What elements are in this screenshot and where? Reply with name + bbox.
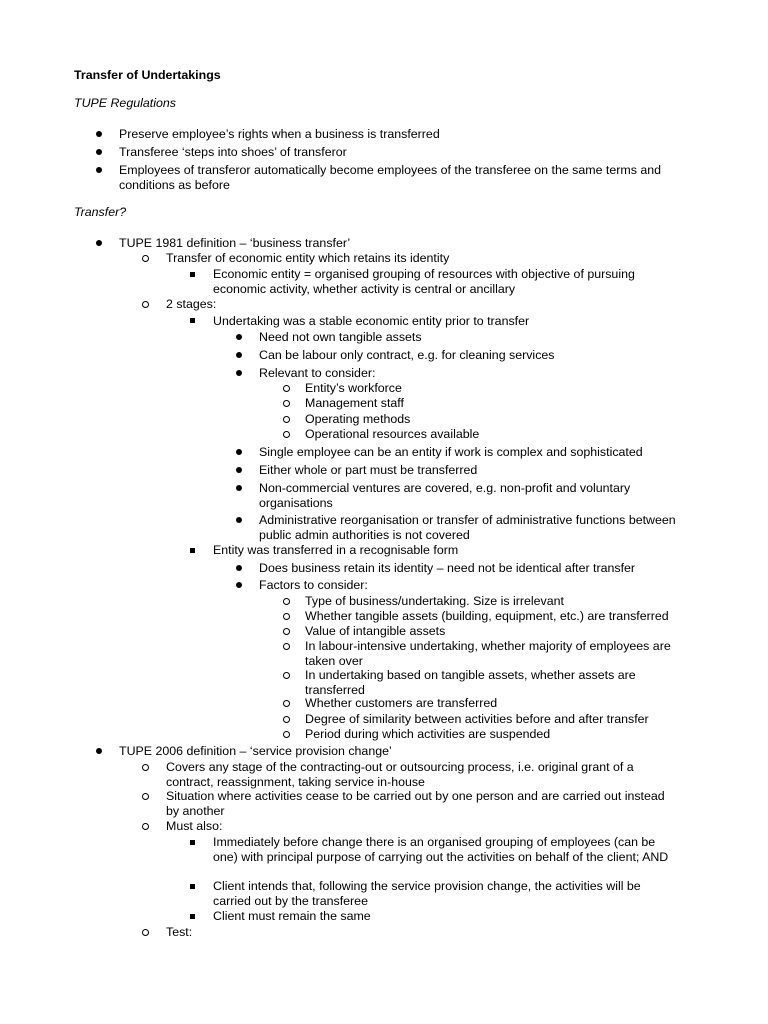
list-item: Test:	[166, 925, 193, 939]
bullet-circle	[283, 431, 290, 438]
bullet-circle	[142, 823, 149, 830]
bullet-circle	[283, 613, 290, 620]
list-item-continuation: by another	[166, 804, 225, 818]
list-item: Must also:	[166, 819, 223, 833]
bullet-disc	[236, 449, 242, 455]
list-item-continuation: one) with principal purpose of carrying out the activities on behalf of the client; AND	[213, 850, 669, 864]
list-item-continuation: transferred	[305, 683, 365, 697]
list-item: Either whole or part must be transferred	[259, 463, 478, 477]
list-item: Covers any stage of the contracting-out or outsourcing process, i.e. original grant of a	[166, 760, 634, 774]
list-item: Does business retain its identity – need not be identical after transfer	[259, 561, 636, 575]
bullet-circle	[142, 764, 149, 771]
bullet-disc	[236, 370, 242, 376]
bullet-circle	[283, 628, 290, 635]
list-item: Whether customers are transferred	[305, 696, 498, 710]
list-item-continuation: economic activity, whether activity is central or ancillary	[213, 282, 516, 296]
bullet-circle	[283, 731, 290, 738]
bullet-disc	[236, 582, 242, 588]
list-item-continuation: organisations	[259, 496, 333, 510]
list-item: Immediately before change there is an organised grouping of employees (can be	[213, 835, 656, 849]
bullet-disc	[236, 467, 242, 473]
bullet-disc	[96, 149, 102, 155]
list-item-continuation: taken over	[305, 654, 363, 668]
bullet-circle	[283, 598, 290, 605]
list-item: Employees of transferor automatically become employees of the transferee on the same terms and	[119, 163, 662, 177]
list-item: Transfer of economic entity which retains its identity	[166, 251, 450, 265]
list-item: Entity’s workforce	[305, 381, 402, 395]
list-item: In undertaking based on tangible assets, whether assets are	[305, 668, 636, 682]
bullet-circle	[142, 301, 149, 308]
list-item: Need not own tangible assets	[259, 330, 422, 344]
list-item: Administrative reorganisation or transfer of administrative functions between	[259, 513, 676, 527]
bullet-circle	[142, 793, 149, 800]
list-item-continuation: public admin authorities is not covered	[259, 528, 470, 542]
list-item: Undertaking was a stable economic entity prior to transfer	[213, 314, 530, 328]
bullet-circle	[283, 700, 290, 707]
list-item: Value of intangible assets	[305, 624, 446, 638]
bullet-circle	[283, 643, 290, 650]
doc-title: Transfer of Undertakings	[74, 68, 221, 82]
bullet-disc	[96, 131, 102, 137]
list-item: Whether tangible assets (building, equipment, etc.) are transferred	[305, 609, 669, 623]
list-item-continuation: carried out by the transferee	[213, 894, 368, 908]
bullet-circle	[283, 716, 290, 723]
bullet-disc	[96, 748, 102, 754]
list-item: TUPE 1981 definition – ‘business transfer’	[119, 236, 351, 250]
list-item: TUPE 2006 definition – ‘service provision change’	[119, 744, 392, 758]
list-item-continuation: contract, reassignment, taking service in-house	[166, 775, 425, 789]
bullet-square	[190, 318, 195, 323]
bullet-circle	[283, 416, 290, 423]
list-item: Economic entity = organised grouping of resources with objective of pursuing	[213, 267, 635, 281]
list-item: Period during which activities are suspended	[305, 727, 551, 741]
list-item: Client must remain the same	[213, 909, 371, 923]
list-item: Situation where activities cease to be carried out by one person and are carried out instead	[166, 789, 665, 803]
bullet-disc	[236, 565, 242, 571]
bullet-circle	[142, 929, 149, 936]
list-item: 2 stages:	[166, 297, 217, 311]
bullet-square	[190, 914, 195, 919]
bullet-square	[190, 548, 195, 553]
list-item: Non-commercial ventures are covered, e.g. non-profit and voluntary	[259, 481, 631, 495]
list-item: Preserve employee’s rights when a business is transferred	[119, 127, 440, 141]
bullet-square	[190, 272, 195, 277]
list-item: Operating methods	[305, 412, 411, 426]
list-item: Operational resources available	[305, 427, 480, 441]
bullet-disc	[236, 352, 242, 358]
bullet-disc	[236, 485, 242, 491]
list-item: Management staff	[305, 396, 404, 410]
list-item: Relevant to consider:	[259, 366, 376, 380]
bullet-square	[190, 840, 195, 845]
section-heading-transfer: Transfer?	[74, 205, 127, 219]
bullet-disc	[236, 334, 242, 340]
list-item-continuation: conditions as before	[119, 178, 230, 192]
bullet-square	[190, 884, 195, 889]
bullet-disc	[96, 167, 102, 173]
bullet-circle	[283, 400, 290, 407]
bullet-circle	[142, 255, 149, 262]
list-item: Transferee ‘steps into shoes’ of transferor	[119, 145, 347, 159]
list-item: Can be labour only contract, e.g. for cleaning services	[259, 348, 555, 362]
list-item: Single employee can be an entity if work is complex and sophisticated	[259, 445, 643, 459]
bullet-disc	[96, 240, 102, 246]
list-item: Entity was transferred in a recognisable form	[213, 543, 459, 557]
list-item: In labour-intensive undertaking, whether majority of employees are	[305, 639, 671, 653]
list-item: Degree of similarity between activities before and after transfer	[305, 712, 649, 726]
bullet-disc	[236, 517, 242, 523]
list-item: Factors to consider:	[259, 578, 368, 592]
list-item: Client intends that, following the service provision change, the activities will be	[213, 879, 641, 893]
list-item: Type of business/undertaking. Size is irrelevant	[305, 594, 564, 608]
bullet-circle	[283, 672, 290, 679]
bullet-circle	[283, 385, 290, 392]
section-heading-tupe: TUPE Regulations	[74, 96, 176, 110]
